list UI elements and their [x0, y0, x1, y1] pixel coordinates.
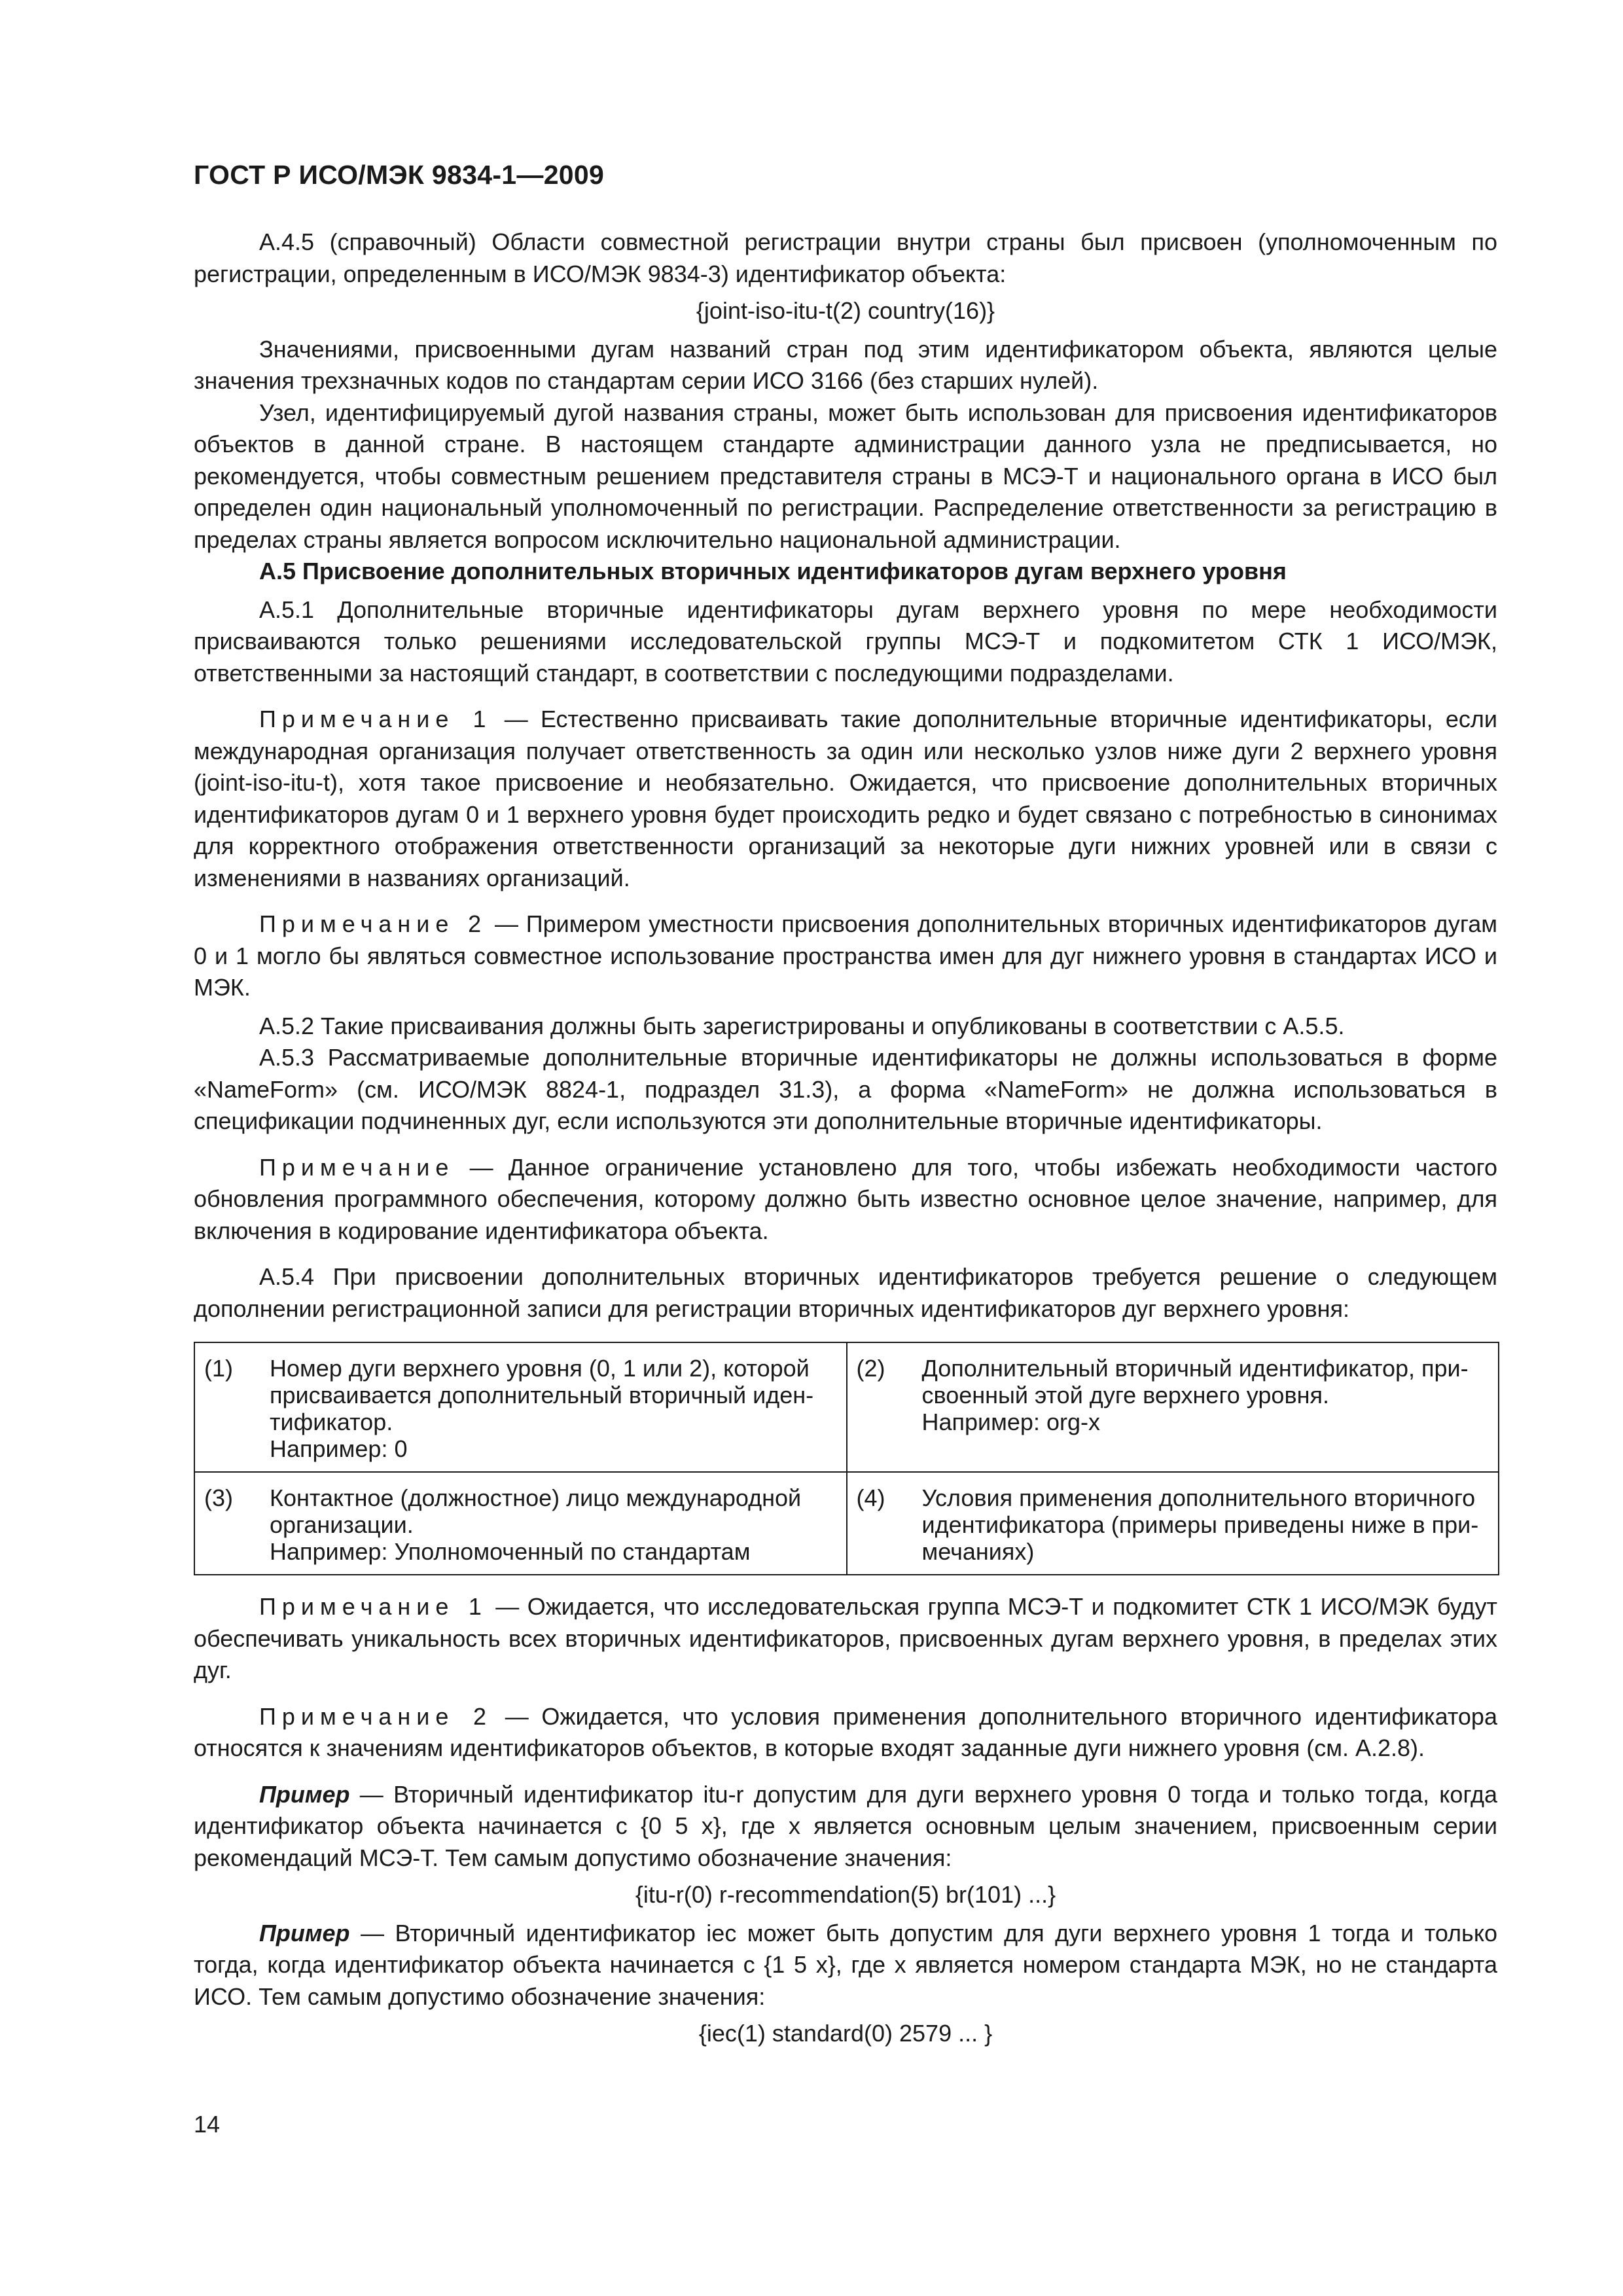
cell-text: Номер дуги верхнего уровня (0, 1 или 2), которой присваивается дополнительный вторичный иден- тификатор. Например: 0: [270, 1355, 814, 1462]
cell-number: (3): [204, 1484, 233, 1511]
example-label: Пример: [259, 1780, 350, 1808]
note-label: Примечание 2: [259, 1702, 493, 1730]
note-2: [194, 908, 1497, 1004]
page-body: [194, 226, 1497, 2056]
formula-joint-country: {joint-iso-itu-t(2) country(16)}: [696, 297, 995, 324]
registration-table: [194, 1342, 1499, 1575]
cell-number: (1): [204, 1355, 233, 1382]
paragraph-a53: А.5.3 Рассматриваемые дополнительные вторичные идентификаторы не должны использоваться в форме «NameForm» (см. ИСО/МЭК 8824-1, подраздел 31.3), а форма «NameForm» не должна использоваться в спецификации подчиненных дуг, если используются эти дополнительные вторичные идентификаторы.: [194, 1044, 1497, 1134]
note-text: — Примером уместности присвоения дополнительных вторичных идентификаторов дугам 0 и 1 могло бы являться совместное использование пространства имен для дуг нижнего уровня в стандартах ИСО и МЭК.: [194, 910, 1498, 1001]
table-cell-4: [847, 1472, 1499, 1575]
table-cell-1: [194, 1342, 847, 1472]
example-text: — Вторичный идентификатор iec может быть допустим для дуги верхнего уровня 1 тогда и только тогда, когда идентификатор объекта начинается с {1 5 x}, где x является номером стандарта МЭК, но не стандарта ИСО. Тем самым допустимо обозначение значения:: [194, 1919, 1497, 2010]
cell-text: Контактное (должностное) лицо международной организации. Например: Уполномоченный по стандартам: [270, 1484, 802, 1565]
note-text: — Ожидается, что исследовательская группа МСЭ-Т и подкомитет СТК 1 ИСО/МЭК будут обеспечивать уникальность всех вторичных идентификаторов, присвоенных дугам верхнего уровня, в пределах этих дуг.: [194, 1593, 1497, 1683]
standard-header: ГОСТ Р ИСО/МЭК 9834-1—2009: [194, 160, 605, 190]
table-cell-3: [194, 1472, 847, 1575]
paragraph-a54: А.5.4 При присвоении дополнительных вторичных идентификаторов требуется решение о следующем дополнении регистрационной записи для регистрации вторичных идентификаторов дуг верхнего уровня:: [194, 1263, 1497, 1322]
note-3: [194, 1152, 1497, 1247]
formula-iec: {iec(1) standard(0) 2579 ... }: [698, 2020, 993, 2047]
paragraph-country-node: Узел, идентифицируемый дугой названия страны, может быть использован для присвоения идентификаторов объектов в данной стране. В настоящем стандарте администрации данного узла не предписывается, но рекомендуется, чтобы совместным решением представителя страны в МСЭ-Т и национального органа в ИСО был определен один национальный уполномоченный по регистрации. Распределение ответственности за регистрацию в пределах страны является вопросом исключительно национальной администрации.: [194, 399, 1497, 553]
note-label: Примечание: [259, 1153, 455, 1181]
cell-text: Дополнительный вторичный идентификатор, при- своенный этой дуге верхнего уровня. Например: org-x: [921, 1355, 1469, 1435]
table-row: [194, 1472, 1499, 1575]
example-2: [194, 1918, 1497, 2013]
note-5: [194, 1701, 1497, 1765]
paragraph-a52: А.5.2 Такие присваивания должны быть зарегистрированы и опубликованы в соответствии с А.5.5.: [259, 1012, 1345, 1039]
note-4: [194, 1591, 1497, 1687]
note-label: Примечание 1: [259, 1593, 488, 1620]
paragraph-a51: А.5.1 Дополнительные вторичные идентификаторы дугам верхнего уровня по мере необходимости присваиваются только решениями исследовательской группы МСЭ-Т и подкомитетом СТК 1 ИСО/МЭК, ответственными за настоящий стандарт, в соответствии с последующими подразделами.: [194, 596, 1497, 687]
paragraph-country-values: Значениями, присвоенными дугам названий стран под этим идентификатором объекта, являются целые значения трехзначных кодов по стандартам серии ИСО 3166 (без старших нулей).: [194, 335, 1497, 394]
cell-number: (2): [856, 1355, 885, 1382]
note-label: Примечание 1: [259, 706, 492, 732]
table-cell-2: [847, 1342, 1499, 1472]
note-text: — Данное ограничение установлено для того, чтобы избежать необходимости частого обновления программного обеспечения, которому должно быть известно основное целое значение, например, для включения в кодирование идентификатора объекта.: [194, 1153, 1497, 1244]
cell-text: Условия применения дополнительного вторичного идентификатора (примеры приведены ниже в при- мечаниях): [921, 1484, 1479, 1565]
example-label: Пример: [259, 1919, 350, 1946]
paragraph-a45: А.4.5 (справочный) Области совместной регистрации внутри страны был присвоен (уполномоченным по регистрации, определенным в ИСО/МЭК 9834-3) идентификатор объекта:: [194, 228, 1497, 287]
table-row: [194, 1342, 1499, 1472]
note-text: — Естественно присваивать такие дополнительные вторичные идентификаторы, если международная организация получает ответственность за один или несколько узлов ниже дуги 2 верхнего уровня (joint-iso-itu-t), хотя такое присвоение и необязательно. Ожидается, что присвоение дополнительных вторичных идентификаторов дугам 0 и 1 верхнего уровня будет происходить редко и будет связано с потребностью в синонимах для корректного отображения ответственности организаций за некоторые дуги нижних уровней или в связи с изменениями в названиях организаций.: [194, 706, 1497, 891]
note-1: [194, 704, 1497, 894]
cell-number: (4): [856, 1484, 885, 1511]
formula-itu-r: {itu-r(0) r-recommendation(5) br(101) ...}: [635, 1881, 1056, 1908]
example-text: — Вторичный идентификатор itu-r допустим для дуги верхнего уровня 0 тогда и только тогда, когда идентификатор объекта начинается с {0 5 x}, где x является основным целым значением, присвоенным серии рекомендаций МСЭ-Т. Тем самым допустимо обозначение значения:: [194, 1780, 1497, 1871]
section-heading-a5: А.5 Присвоение дополнительных вторичных идентификаторов дугам верхнего уровня: [259, 558, 1287, 584]
note-label: Примечание 2: [259, 910, 488, 937]
note-text: — Ожидается, что условия применения дополнительного вторичного идентификатора относятся к значениям идентификаторов объектов, в которые входят заданные дуги нижнего уровня (см. А.2.8).: [194, 1702, 1497, 1761]
page-number: 14: [194, 2111, 221, 2138]
example-1: [194, 1779, 1497, 1874]
